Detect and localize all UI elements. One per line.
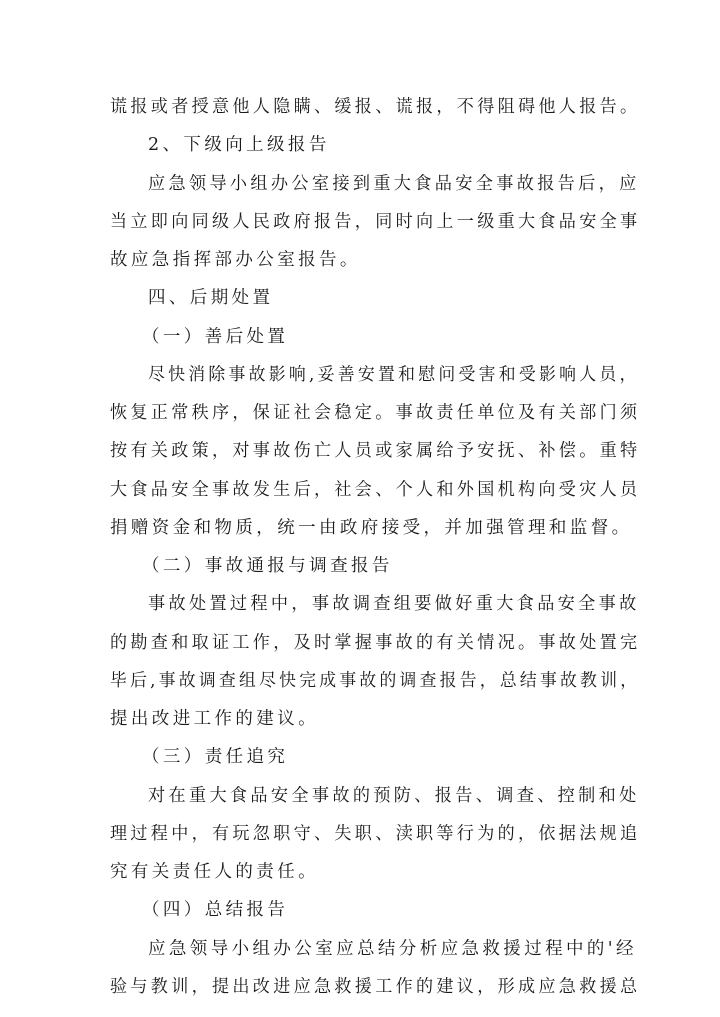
body-text-line: 当立即向同级人民政府报告，同时向上一级重大食品安全事 (110, 212, 641, 232)
body-text-line: 按有关政策，对事故伤亡人员或家属给予安抚、补偿。重特 (110, 441, 641, 461)
body-text-line: 谎报或者授意他人隐瞒、缓报、谎报，不得阻碍他人报告。 (110, 97, 641, 117)
body-text-line: 大食品安全事故发生后，社会、个人和外国机构向受灾人员 (110, 480, 641, 500)
paragraph-first-line: 对在重大食品安全事故的预防、报告、调查、控制和处 (148, 786, 640, 806)
body-text-line: 究有关责任人的责任。 (110, 862, 319, 882)
paragraph-first-line: 尽快消除事故影响,妥善安置和慰问受害和受影响人员， (148, 365, 640, 385)
body-text-line: 恢复正常秩序，保证社会稳定。事故责任单位及有关部门须 (110, 403, 641, 423)
body-text-line: 故应急指挥部办公室报告。 (110, 250, 361, 270)
subsection-heading: （三）责任追究 (142, 747, 289, 767)
body-text-line: 提出改进工作的建议。 (110, 709, 319, 729)
body-text-line: 的勘查和取证工作，及时掌握事故的有关情况。事故处置完 (110, 633, 641, 653)
subsection-heading: （四）总结报告 (142, 900, 289, 920)
paragraph-first-line: 事故处置过程中，事故调查组要做好重大食品安全事故 (148, 594, 640, 614)
body-text-line: 理过程中，有玩忽职守、失职、渎职等行为的，依据法规追 (110, 824, 641, 844)
body-text-line: 验与教训，提出改进应急救援工作的建议，形成应急救援总 (110, 977, 641, 997)
subsection-heading: 2、下级向上级报告 (148, 135, 330, 155)
body-text-line: 毕后,事故调查组尽快完成事故的调查报告，总结事故教训， (110, 671, 641, 691)
paragraph-first-line: 应急领导小组办公室应总结分析应急救援过程中的'经 (148, 939, 637, 959)
section-heading: 四、后期处置 (148, 288, 274, 308)
paragraph-first-line: 应急领导小组办公室接到重大食品安全事故报告后，应 (148, 174, 640, 194)
subsection-heading: （二）事故通报与调查报告 (142, 556, 393, 576)
body-text-line: 捐赠资金和物质，统一由政府接受，并加强管理和监督。 (110, 518, 633, 538)
subsection-heading: （一）善后处置 (142, 327, 289, 347)
